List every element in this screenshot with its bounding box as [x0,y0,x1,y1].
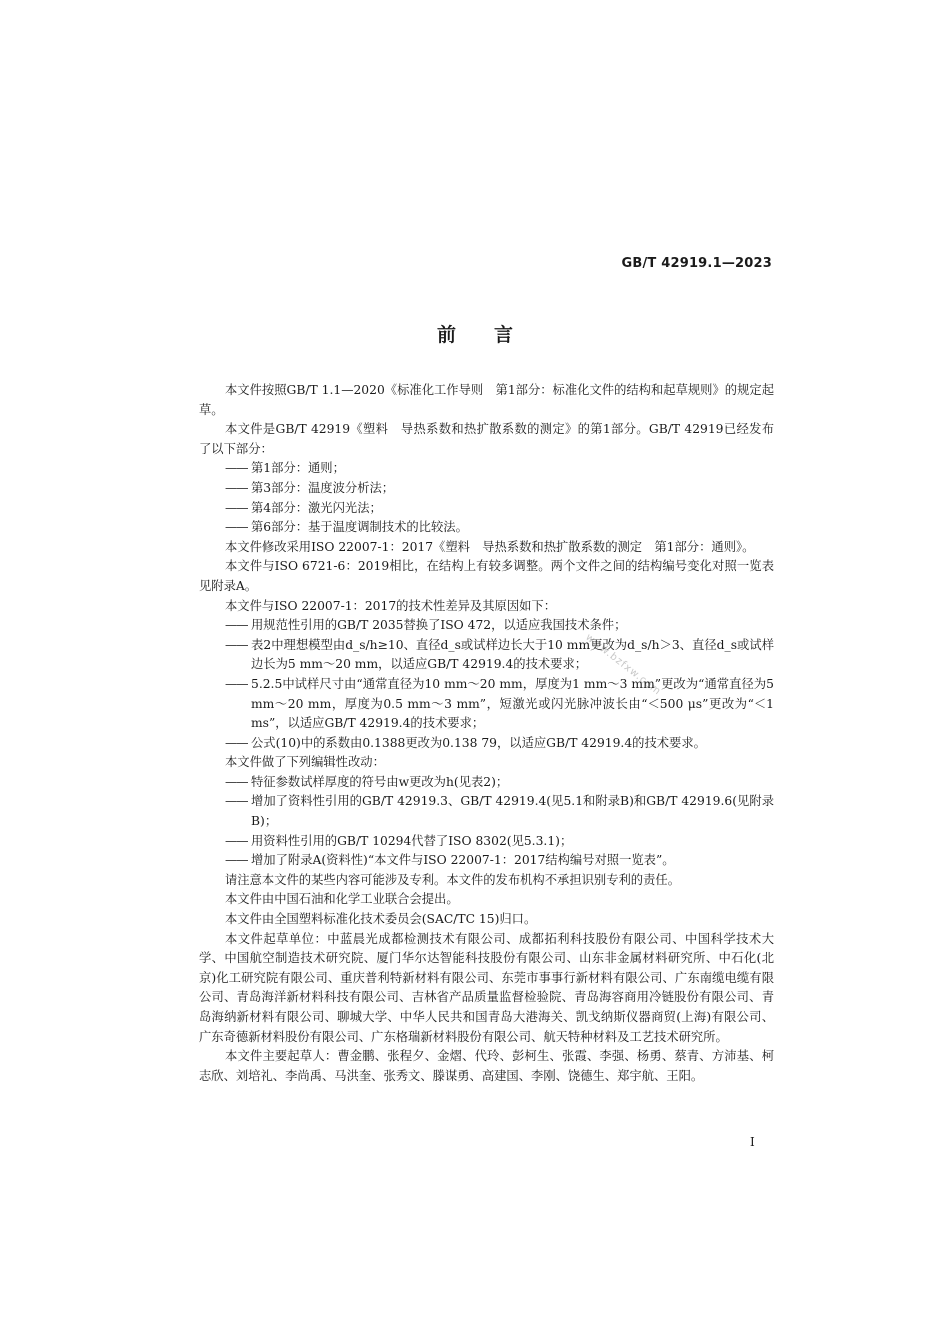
paragraph-text: 第3部分：温度波分析法； [251,480,395,495]
page-title: 前言 [436,324,551,346]
paragraph-text: 表2中理想模型由d_s/h≥10、直径d_s或试样边长大于10 mm更改为d_s/h＞3、直径d_s或试样边长为5 mm～20 mm，以适应GB/T 42919.4的技术要求； [251,637,774,672]
paragraph [199,890,774,910]
dash-marker: —— [225,637,248,652]
list-item [225,499,774,519]
paragraph [199,753,774,773]
dash-marker: —— [225,794,248,809]
paragraph [199,910,774,930]
paragraph-text: 增加了资料性引用的GB/T 42919.3、GB/T 42919.4(见5.1和附录B)和GB/T 42919.6(见附录B)； [251,794,774,829]
paragraph [199,597,774,617]
paragraph [199,1047,774,1086]
dash-marker: —— [225,774,248,789]
document-body [199,381,774,1086]
dash-marker: —— [225,500,248,515]
paragraph-text: 本文件按照GB/T 1.1—2020《标准化工作导则 第1部分：标准化文件的结构和起草规则》的规定起草。 [199,383,774,417]
list-item [225,616,774,636]
paragraph-text: 特征参数试样厚度的符号由w更改为h(见表2)； [251,774,509,789]
paragraph-text: 请注意本文件的某些内容可能涉及专利。本文件的发布机构不承担识别专利的责任。 [225,872,680,887]
dash-marker: —— [225,461,248,476]
paragraph-text: 本文件起草单位：中蓝晨光成都检测技术有限公司、成都拓利科技股份有限公司、中国科学技术大学、中国航空制造技术研究院、厦门华尔达智能科技股份有限公司、山东非金属材料研究所、中石化(北京)化工研究院有限公司、重庆普利特新材料有限公司、东莞市事事行新材料有限公司、广东南缆电缆有限公司、青岛海洋新材料科技有限公司、吉林省产品质量监督检验院、青岛海容商用冷链股份有限公司、青岛海纳新材料有限公司、聊城大学、中华人民共和国青岛大港海关、凯戈纳斯仪器商贸(上海)有限公司、广东奇德新材料股份有限公司、广东格瑞新材料股份有限公司、航天特种材料及工艺技术研究所。 [199,931,774,1044]
paragraph [199,381,774,420]
list-item [225,832,774,852]
dash-marker: —— [225,853,248,868]
paragraph-text: 第4部分：激光闪光法； [251,500,382,515]
page-number: I [750,1135,755,1149]
list-item [225,636,774,675]
list-item [225,675,774,734]
paragraph-text: 本文件与ISO 22007-1：2017的技术性差异及其原因如下： [225,598,557,613]
paragraph [199,871,774,891]
standard-code: GB/T 42919.1—2023 [621,256,772,271]
list-item [225,792,774,831]
list-item [225,459,774,479]
list-item [225,518,774,538]
paragraph-text: 本文件由全国塑料标准化技术委员会(SAC/TC 15)归口。 [225,912,537,927]
dash-marker: —— [225,735,248,750]
paragraph [199,930,774,1048]
dash-marker: —— [225,480,248,495]
paragraph [199,538,774,558]
list-item [225,479,774,499]
watermark: www.bzfxw.com [583,632,664,698]
paragraph-text: 第1部分：通则； [251,461,345,476]
list-item [225,851,774,871]
paragraph-text: 本文件由中国石油和化学工业联合会提出。 [225,892,459,907]
list-item [225,773,774,793]
paragraph-text: 本文件主要起草人：曹金鹏、张程夕、金熠、代玲、彭柯生、张霞、李强、杨勇、蔡青、方沛基、柯志欣、刘培礼、李尚禹、马洪奎、张秀文、滕谋勇、高建国、李刚、饶德生、郑宇航、王阳。 [199,1049,774,1083]
paragraph-text: 5.2.5中试样尺寸由“通常直径为10 mm～20 mm，厚度为1 mm～3 mm”更改为“通常直径为5 mm～20 mm，厚度为0.5 mm～3 mm”，短激光或闪光脉冲波长由“＜500 μs”更改为“＜1 ms”，以适应GB/T 42919.4的技术要求； [251,676,774,731]
paragraph-text: 增加了附录A(资料性)“本文件与ISO 22007-1：2017结构编号对照一览表”。 [251,853,675,868]
list-item [225,734,774,754]
paragraph-text: 公式(10)中的系数由0.1388更改为0.138 79，以适应GB/T 42919.4的技术要求。 [251,735,706,750]
dash-marker: —— [225,520,248,535]
paragraph [199,557,774,596]
paragraph-text: 本文件与ISO 6721-6：2019相比，在结构上有较多调整。两个文件之间的结构编号变化对照一览表见附录A。 [199,559,774,593]
paragraph-text: 第6部分：基于温度调制技术的比较法。 [251,520,468,535]
paragraph-text: 本文件做了下列编辑性改动： [225,755,385,770]
paragraph-text: 用资料性引用的GB/T 10294代替了ISO 8302(见5.3.1)； [251,833,573,848]
paragraph-text: 本文件修改采用ISO 22007-1：2017《塑料 导热系数和热扩散系数的测定 第1部分：通则》。 [225,539,755,554]
dash-marker: —— [225,833,248,848]
dash-marker: —— [225,676,248,691]
paragraph [199,420,774,459]
paragraph-text: 用规范性引用的GB/T 2035替换了ISO 472，以适应我国技术条件； [251,618,627,633]
paragraph-text: 本文件是GB/T 42919《塑料 导热系数和热扩散系数的测定》的第1部分。GB/T 42919已经发布了以下部分： [199,422,774,456]
dash-marker: —— [225,618,248,633]
